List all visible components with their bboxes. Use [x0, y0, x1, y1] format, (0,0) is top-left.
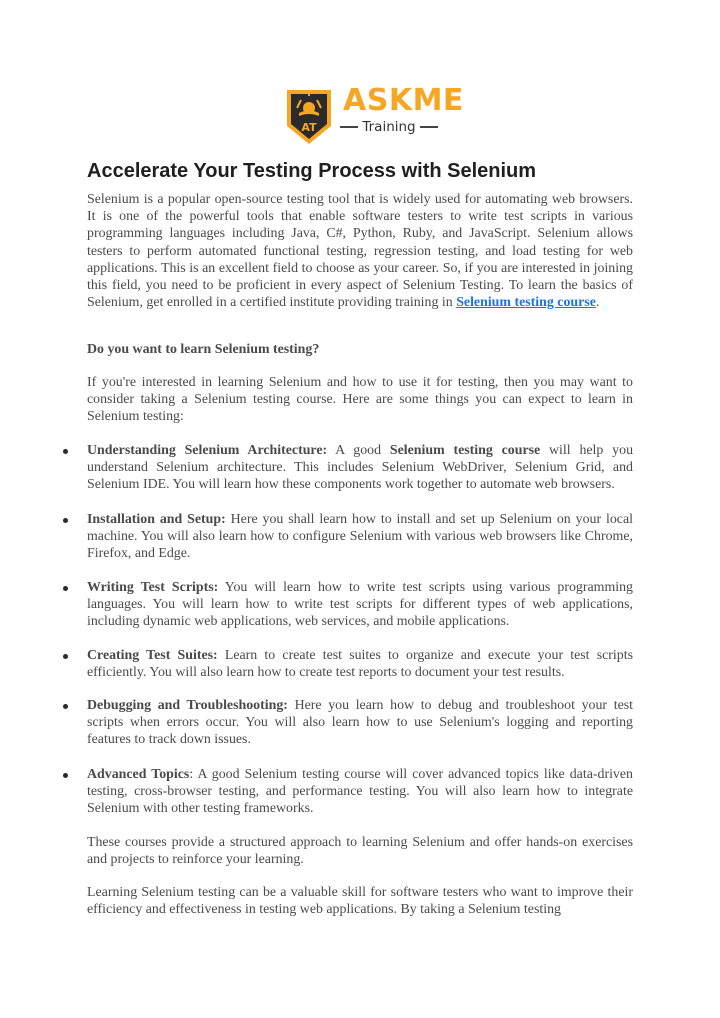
list-item: [87, 511, 633, 563]
bullet-text: A good: [327, 443, 390, 458]
logo-shield-icon: [283, 86, 335, 148]
bullet-icon: [63, 654, 68, 659]
bullet-heading: Understanding Selenium Architecture:: [87, 443, 328, 458]
bullet-icon: [63, 704, 68, 709]
intro-paragraph: [87, 191, 633, 311]
bullet-icon: [63, 773, 68, 778]
question-heading: Do you want to learn Selenium testing?: [87, 342, 320, 357]
bullet-text: Learn to create test suites to organize and execute your test scripts efficiently. You will also learn how to create test reports to document your test results.: [87, 648, 633, 681]
bullet-icon: [63, 449, 68, 454]
logo-badge-text: AT: [301, 121, 317, 134]
intro-text: Selenium is a popular open-source testing tool that is widely used for automating web browsers. It is one of the powerful tools that enable software testers to write test scripts in various programming languages including Java, C#, Python, Ruby, and JavaScript. Selenium allows testers to perform automated functional testing, regression testing, and load testing for web applications. This is an excellent field to choose as your career. So, if you are interested in joining this field, you need to be proficient in every aspect of Selenium Testing. To learn the basics of Selenium, get enrolled in a certified institute providing training in: [87, 192, 633, 311]
bullet-keyword: Selenium testing course: [389, 443, 541, 458]
bullet-text: You will learn how to write test scripts using various programming languages. You will learn how to write test scripts for different types of web applications, including dynamic web applications, web services, and mobile applications.: [87, 580, 634, 630]
bullet-text: : A good Selenium testing course will cover advanced topics like data-driven testing, cross-browser testing, and performance testing. You will also learn how to integrate Selenium with other testing frameworks.: [87, 767, 633, 817]
list-item: [87, 697, 633, 749]
bullet-text: Here you shall learn how to install and set up Selenium on your local machine. You will also learn how to configure Selenium with various web browsers like Chrome, Firefox, and Edge.: [87, 512, 633, 562]
askme-training-logo: [283, 83, 464, 148]
logo-rule-right: [420, 126, 438, 128]
closing-paragraph-1: These courses provide a structured approach to learning Selenium and offer hands-on exercises and projects to reinforce your learning.: [87, 835, 633, 868]
intro-end: .: [595, 295, 600, 311]
logo-wordmark: ASKME: [343, 83, 464, 118]
bullet-icon: [63, 518, 68, 523]
bullet-icon: [63, 586, 68, 591]
list-item: [87, 442, 633, 494]
bullet-heading: Advanced Topics: [87, 767, 190, 782]
bullet-text: will help you understand Selenium architecture. This includes Selenium WebDriver, Selenium Grid, and Selenium IDE. You will learn how these components work together to automate web browsers.: [87, 443, 634, 493]
list-item: [87, 766, 633, 818]
logo-subtitle: [340, 119, 438, 135]
bullet-heading: Debugging and Troubleshooting:: [87, 698, 288, 713]
closing-paragraph-2: Learning Selenium testing can be a valuable skill for software testers who want to improve their efficiency and effectiveness in testing web applications. By taking a Selenium testing: [87, 885, 633, 918]
bullet-heading: Writing Test Scripts:: [87, 580, 219, 595]
logo-rule-left: [340, 126, 358, 128]
logo-subtitle-text: Training: [362, 119, 416, 135]
lead-paragraph: If you're interested in learning Selenium and how to use it for testing, then you may want to consider taking a Selenium testing course. Here are some things you can expect to learn in Selenium testing:: [87, 375, 633, 425]
bullet-heading: Creating Test Suites:: [87, 648, 218, 663]
selenium-course-link[interactable]: Selenium testing course: [456, 295, 596, 311]
page-title: Accelerate Your Testing Process with Selenium: [87, 160, 537, 182]
bullet-text: Here you learn how to debug and troubleshoot your test scripts when errors occur. You will also learn how to use Selenium's logging and reporting features to track down issues.: [87, 698, 633, 748]
list-item: [87, 579, 633, 631]
list-item: [87, 647, 633, 681]
bullet-heading: Installation and Setup:: [87, 512, 226, 527]
